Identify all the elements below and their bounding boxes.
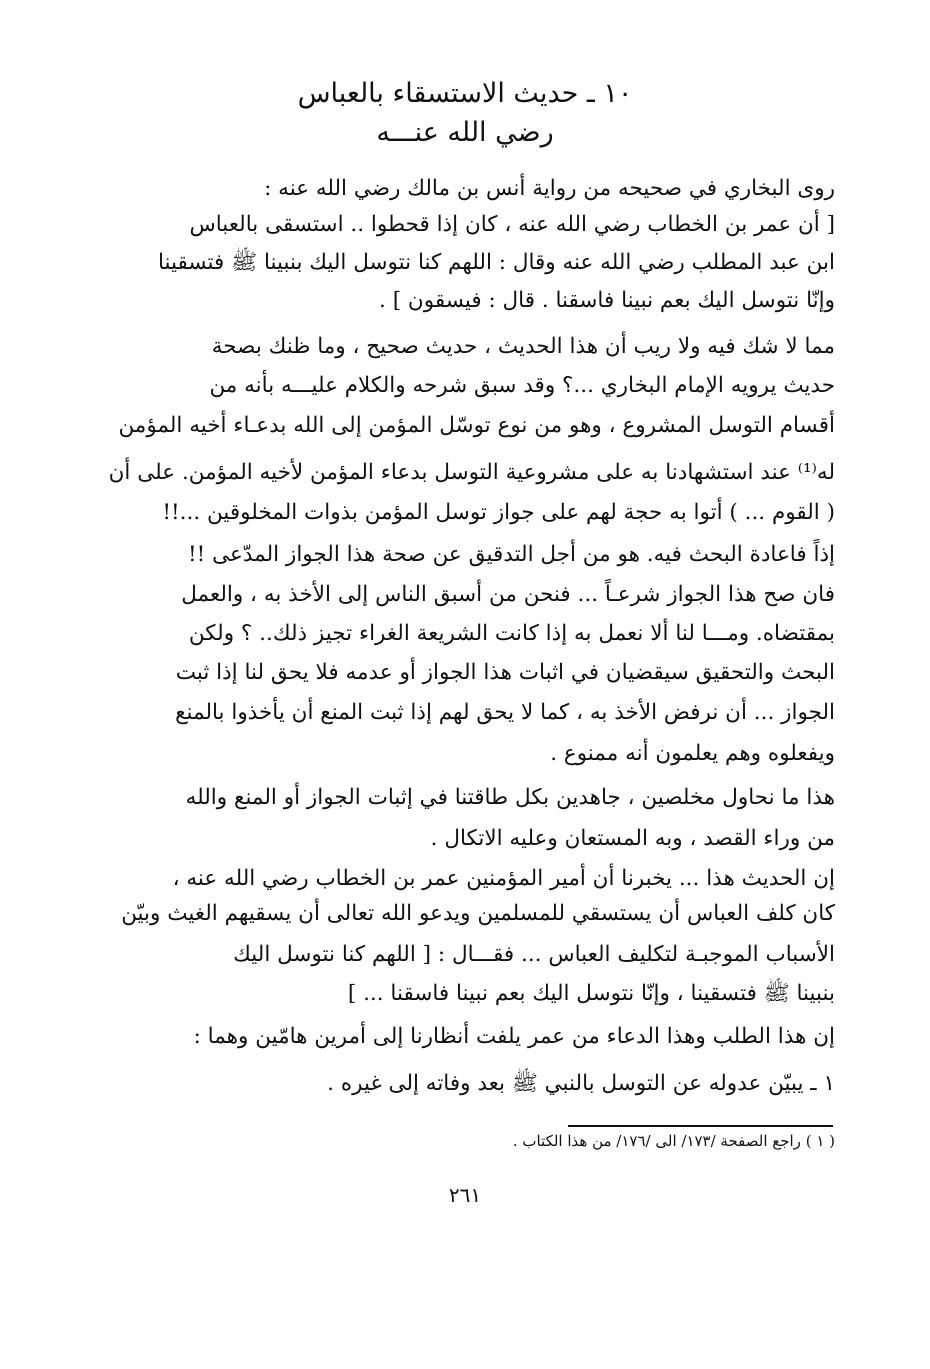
text-line: له⁽¹⁾ عند استشهادنا به على مشروعية التوسل بدعاء المؤمن لأخيه المؤمن. على أن bbox=[108, 460, 835, 485]
text-line: إذاً فاعادة البحث فيه. هو من أجل التدقيق عن صحة هذا الجواز المدّعى !! bbox=[188, 542, 835, 567]
text-line: الجواز ... أن نرفض الأخذ به ، كما لا يحق لهم إذا ثبت المنع أن يأخذوا بالمنع bbox=[175, 700, 835, 725]
text-line: إن هذا الطلب وهذا الدعاء من عمر يلفت أنظارنا إلى أمرين هامّين وهما : bbox=[193, 1024, 835, 1049]
text-line: روى البخاري في صحيحه من رواية أنس بن مالك رضي الله عنه : bbox=[264, 176, 835, 201]
text-line: بنبينا ﷺ فتسقينا ، وإنّا نتوسل اليك بعم نبينا فاسقنا ... ] bbox=[347, 981, 835, 1006]
text-line: من وراء القصد ، وبه المستعان وعليه الاتكال . bbox=[430, 826, 835, 851]
text-line: ويفعلوه وهم يعلمون أنه ممنوع . bbox=[550, 741, 835, 766]
chapter-title: ١٠ ـ حديث الاستسقاء بالعباس bbox=[297, 78, 633, 109]
text-line: ابن عبد المطلب رضي الله عنه وقال : اللهم كنا نتوسل اليك بنبينا ﷺ فتسقينا bbox=[157, 250, 835, 275]
text-line: أقسام التوسل المشروع ، وهو من نوع توسّل المؤمن إلى الله بدعـاء أخيه المؤمن bbox=[118, 413, 835, 438]
text-line: حديث يرويه الإمام البخاري ...؟ وقد سبق شرحه والكلام عليـــه بأنه من bbox=[209, 373, 835, 398]
text-line: كان كلف العباس أن يستسقي للمسلمين ويدعو الله تعالى أن يسقيهم الغيث وبيّن bbox=[121, 901, 835, 926]
text-line: إن الحديث هذا ... يخبرنا أن أمير المؤمنين عمر بن الخطاب رضي الله عنه ، bbox=[172, 866, 835, 891]
text-line: ( القوم ... ) أتوا به حجة لهم على جواز توسل المؤمن بذوات المخلوقين ...!! bbox=[162, 500, 835, 525]
text-line: هذا ما نحاول مخلصين ، جاهدين بكل طاقتنا في إثبات الجواز أو المنع والله bbox=[185, 785, 835, 810]
text-line: مما لا شك فيه ولا ريب أن هذا الحديث ، حديث صحيح ، وما ظنك بصحة bbox=[211, 334, 835, 359]
text-line: الأسباب الموجبـة لتكليف العباس ... فقـــال : [ اللهم كنا نتوسل اليك bbox=[233, 942, 835, 967]
text-line: بمقتضاه. ومـــا لنا ألا نعمل به إذا كانت الشريعة الغراء تجيز ذلك.. ؟ ولكن bbox=[188, 621, 835, 646]
chapter-subtitle: رضي الله عنـــه bbox=[376, 117, 554, 148]
text-line: فان صح هذا الجواز شرعـاً ... فنحن من أسبق الناس إلى الأخذ به ، والعمل bbox=[181, 582, 835, 607]
text-line: وإنّا نتوسل اليك بعم نبينا فاسقنا . قال : فيسقون ] . bbox=[379, 288, 835, 313]
page-number: ٢٦١ bbox=[448, 1183, 482, 1207]
text-line: ١ً ـ يبيّن عدوله عن التوسل بالنبي ﷺ بعد وفاته إلى غيره . bbox=[327, 1071, 835, 1096]
footnote-divider bbox=[568, 1125, 833, 1127]
text-line: البحث والتحقيق سيقضيان في اثبات هذا الجواز أو عدمه فلا يحق لنا إذا ثبت bbox=[175, 660, 835, 685]
text-line: [ أن عمر بن الخطاب رضي الله عنه ، كان إذا قحطوا .. استسقى بالعباس bbox=[189, 212, 835, 237]
footnote: ( ١ ) راجع الصفحة /١٧٣/ الى /١٧٦/ من هذا الكتاب . bbox=[512, 1132, 835, 1150]
